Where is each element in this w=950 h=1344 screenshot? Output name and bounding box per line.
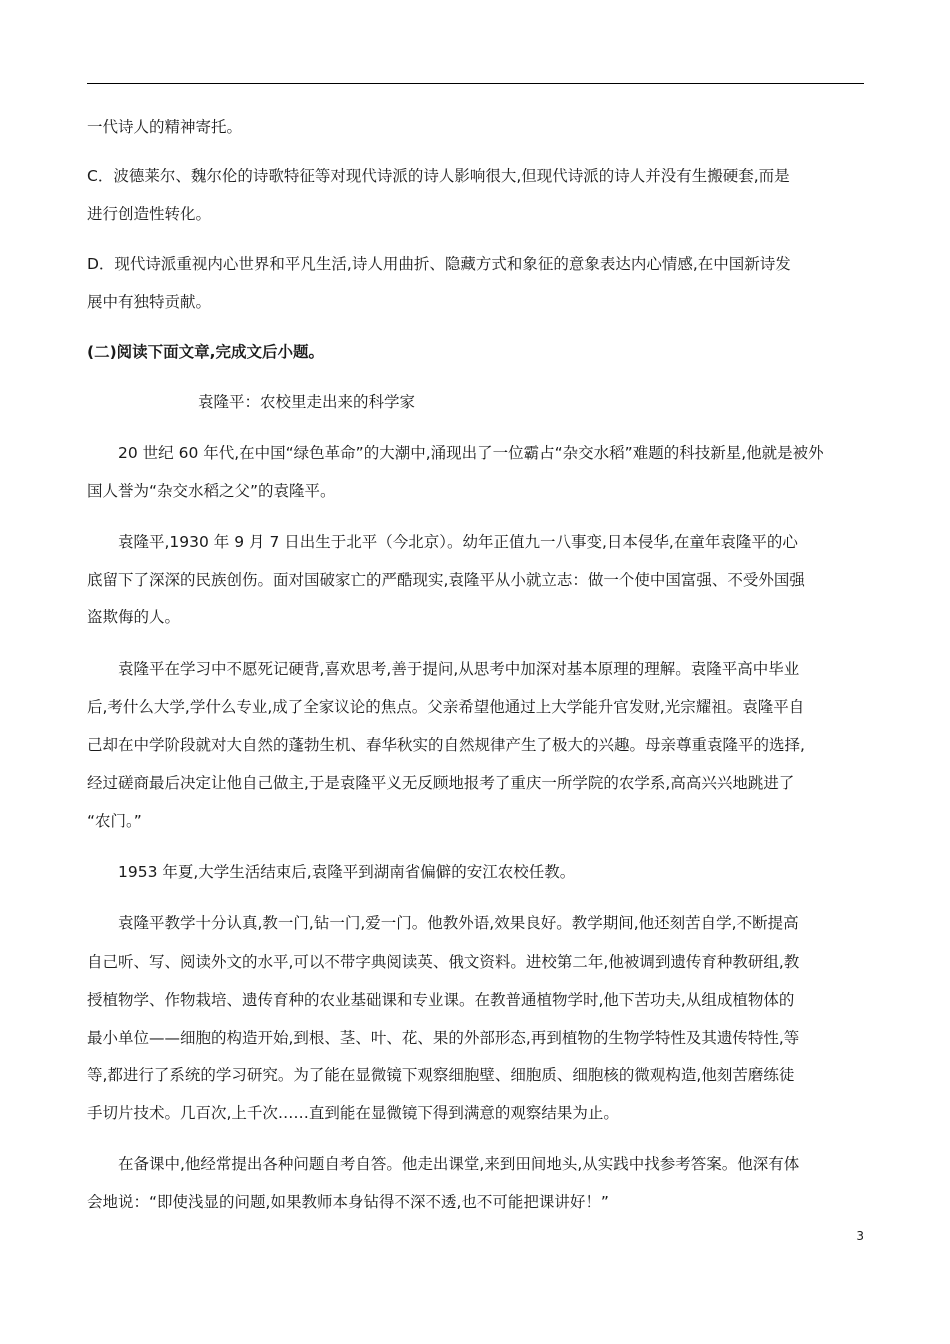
paragraph-line: “农门。” bbox=[87, 812, 142, 830]
option-c: C．波德莱尔、魏尔伦的诗歌特征等对现代诗派的诗人影响很大,但现代诗派的诗人并没有生搬硬套,而是 bbox=[87, 167, 790, 185]
paragraph-line: 20 世纪 60 年代,在中国“绿色革命”的大潮中,涌现出了一位霸占“杂交水稻”难题的科技新星,他就是被外 bbox=[118, 444, 824, 462]
paragraph-line: 国人誉为“杂交水稻之父”的袁隆平。 bbox=[87, 482, 336, 500]
paragraph-line: 己却在中学阶段就对大自然的蓬勃生机、春华秋实的自然规律产生了极大的兴趣。母亲尊重袁隆平的选择, bbox=[87, 736, 805, 754]
paragraph-line: 袁隆平,1930 年 9 月 7 日出生于北平（今北京）。幼年正值九一八事变,日本侵华,在童年袁隆平的心 bbox=[118, 533, 798, 551]
paragraph-line: 1953 年夏,大学生活结束后,袁隆平到湖南省偏僻的安江农校任教。 bbox=[118, 863, 576, 881]
paragraph-line: 授植物学、作物栽培、遗传育种的农业基础课和专业课。在教普通植物学时,他下苦功夫,从组成植物体的 bbox=[87, 991, 795, 1009]
text-line: 一代诗人的精神寄托。 bbox=[87, 118, 243, 136]
paragraph-line: 后,考什么大学,学什么专业,成了全家议论的焦点。父亲希望他通过上大学能升官发财,光宗耀祖。袁隆平自 bbox=[87, 698, 805, 716]
paragraph-line: 在备课中,他经常提出各种问题自考自答。他走出课堂,来到田间地头,从实践中找参考答案。他深有体 bbox=[118, 1155, 800, 1173]
paragraph-line: 会地说：“即使浅显的问题,如果教师本身钻得不深不透,也不可能把课讲好！” bbox=[87, 1193, 609, 1211]
paragraph-line: 手切片技术。几百次,上千次……直到能在显微镜下得到满意的观察结果为止。 bbox=[87, 1104, 619, 1122]
paragraph-line: 自己听、写、阅读外文的水平,可以不带字典阅读英、俄文资料。进校第二年,他被调到遗传育种教研组,教 bbox=[87, 953, 800, 971]
header-rule bbox=[87, 83, 864, 84]
paragraph-line: 袁隆平教学十分认真,教一门,钻一门,爱一门。他教外语,效果良好。教学期间,他还刻苦自学,不断提高 bbox=[118, 914, 799, 932]
paragraph-line: 盗欺侮的人。 bbox=[87, 608, 181, 626]
section-heading: (二)阅读下面文章,完成文后小题。 bbox=[87, 343, 325, 361]
option-d: D．现代诗派重视内心世界和平凡生活,诗人用曲折、隐藏方式和象征的意象表达内心情感,在中国新诗发 bbox=[87, 255, 791, 273]
paragraph-line: 经过磋商最后决定让他自己做主,于是袁隆平义无反顾地报考了重庆一所学院的农学系,高高兴兴地跳进了 bbox=[87, 774, 795, 792]
paragraph-line: 等,都进行了系统的学习研究。为了能在显微镜下观察细胞壁、细胞质、细胞核的微观构造,他刻苦磨练徒 bbox=[87, 1066, 795, 1084]
paragraph-line: 底留下了深深的民族创伤。面对国破家亡的严酷现实,袁隆平从小就立志：做一个使中国富强、不受外国强 bbox=[87, 571, 805, 589]
text-line: 展中有独特贡献。 bbox=[87, 293, 212, 311]
paragraph-line: 袁隆平在学习中不愿死记硬背,喜欢思考,善于提问,从思考中加深对基本原理的理解。袁隆平高中毕业 bbox=[118, 660, 800, 678]
paragraph-line: 最小单位——细胞的构造开始,到根、茎、叶、花、果的外部形态,再到植物的生物学特性及其遗传特性,等 bbox=[87, 1029, 800, 1047]
page-number: 3 bbox=[856, 1229, 864, 1243]
text-line: 进行创造性转化。 bbox=[87, 205, 212, 223]
article-title: 袁隆平：农校里走出来的科学家 bbox=[198, 393, 416, 411]
